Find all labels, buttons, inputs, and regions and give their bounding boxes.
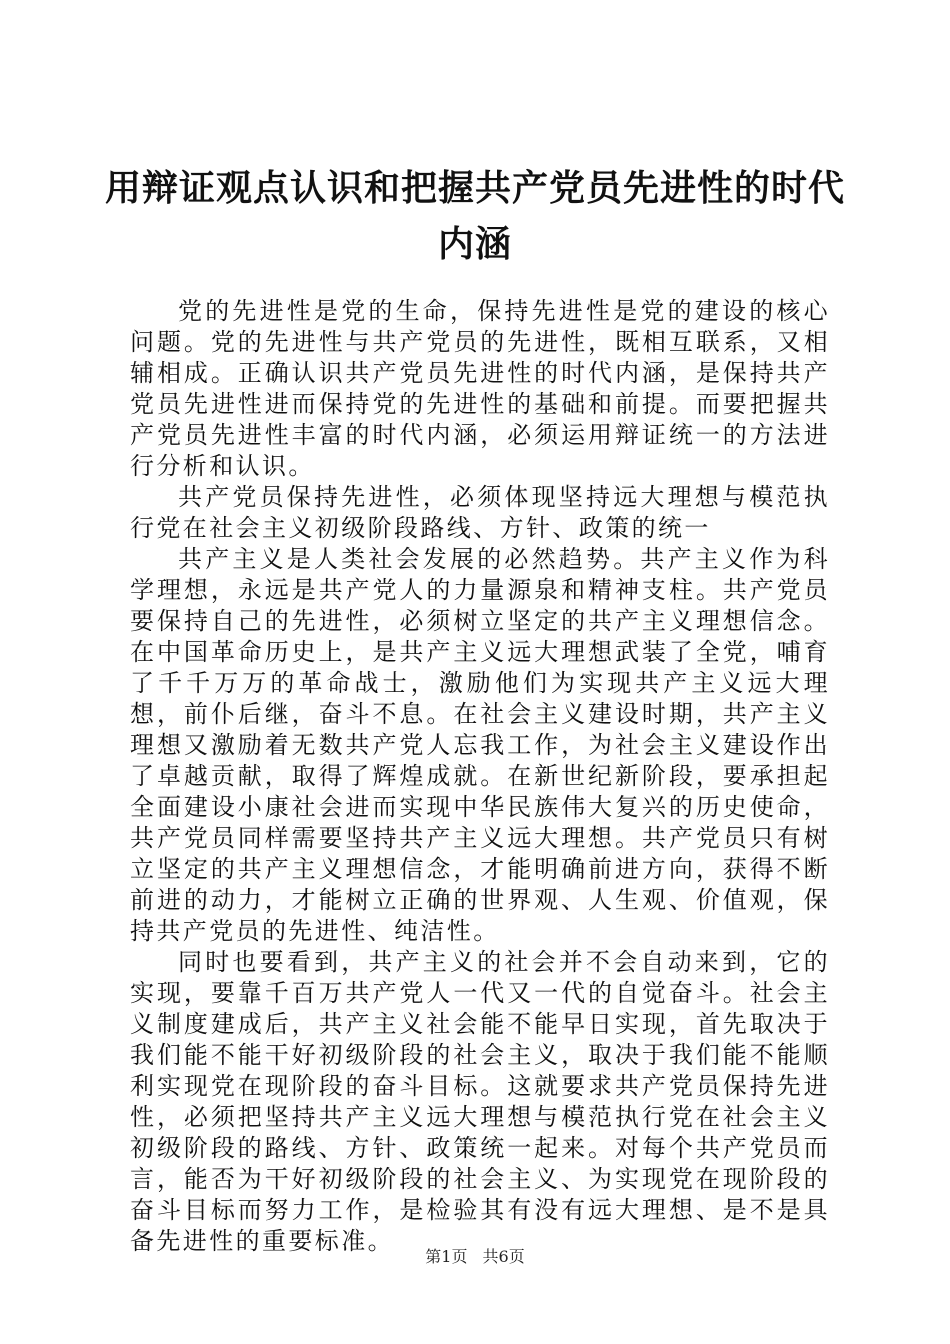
page-number: 第1页 [425, 1247, 468, 1266]
title-line-1: 用辩证观点认识和把握共产党员先进性的时代 [104, 167, 845, 209]
paragraph-primary-stage: 同时也要看到，共产主义的社会并不会自动来到，它的实现，要靠千百万共产党人一代又一代的自觉奋斗。社会主义制度建成后，共产主义社会能不能早日实现，首先取决于我们能不能干好初级阶段的社会主义，取决于我们能不能顺利实现党在现阶段的奋斗目标。这就要求共产党员保持先进性，必须把坚持共产主义远大理想与模范执行党在社会主义初级阶段的路线、方针、政策统一起来。对每个共产党员而言，能否为干好初级阶段的社会主义、为实现党在现阶段的奋斗目标而努力工作，是检验其有没有远大理想、是不是具备先进性的重要标准。 [130, 948, 830, 1255]
paragraph-communist-ideal: 共产主义是人类社会发展的必然趋势。共产主义作为科学理想，永远是共产党人的力量源泉和精神支柱。共产党员要保持自己的先进性，必须树立坚定的共产主义理想信念。在中国革命历史上，是共产主义远大理想武装了全党，哺育了千千万万的革命战士，激励他们为实现共产主义远大理想，前仆后继，奋斗不息。在社会主义建设时期，共产主义理想又激励着无数共产党人忘我工作，为社会主义建设作出了卓越贡献，取得了辉煌成就。在新世纪新阶段，要承担起全面建设小康社会进而实现中华民族伟大复兴的历史使命，共产党员同样需要坚持共产主义远大理想。共产党员只有树立坚定的共产主义理想信念，才能明确前进方向，获得不断前进的动力，才能树立正确的世界观、人生观、价值观，保持共产党员的先进性、纯洁性。 [130, 545, 830, 945]
paragraph-intro: 党的先进性是党的生命，保持先进性是党的建设的核心问题。党的先进性与共产党员的先进性，既相互联系，又相辅相成。正确认识共产党员先进性的时代内涵，是保持共产党员先进性进而保持党的先进性的基础和前提。而要把握共产党员先进性丰富的时代内涵，必须运用辩证统一的方法进行分析和认识。 [130, 297, 830, 480]
document-body [130, 296, 830, 1257]
paragraph-section-heading: 共产党员保持先进性，必须体现坚持远大理想与模范执行党在社会主义初级阶段路线、方针、政策的统一 [130, 483, 830, 542]
page-total: 共6页 [482, 1247, 525, 1266]
title-line-2: 内涵 [437, 223, 512, 265]
page-footer [0, 1244, 950, 1267]
document-title [100, 160, 850, 272]
